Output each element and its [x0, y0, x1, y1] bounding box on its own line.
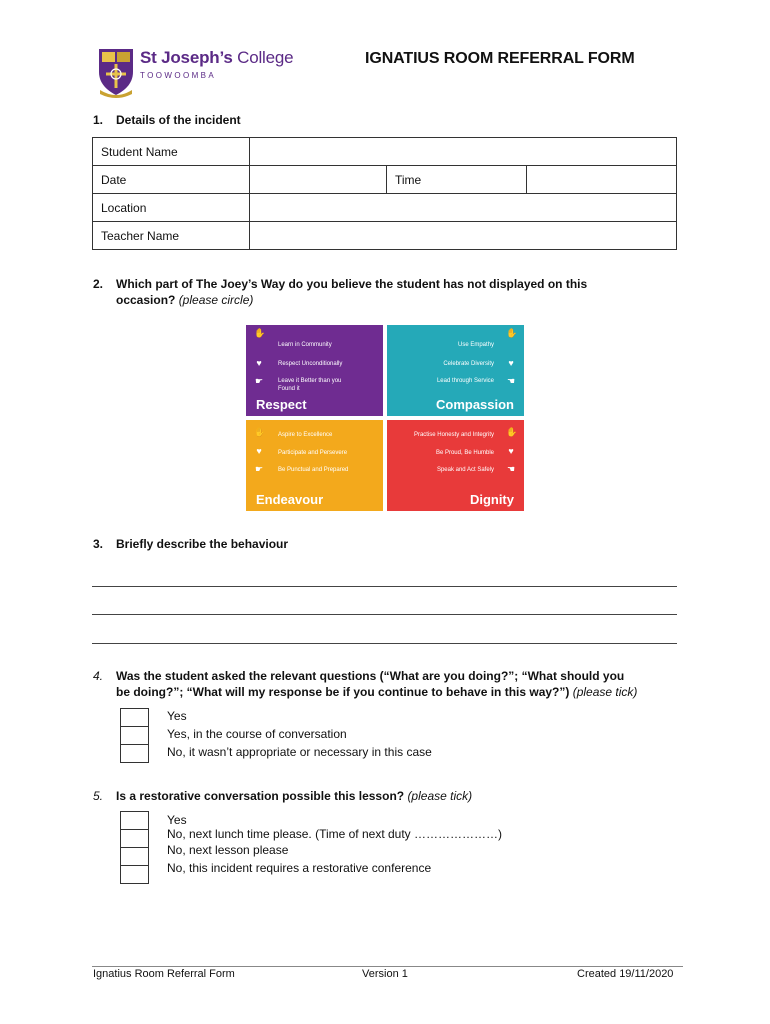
college-city: TOOWOOMBA	[140, 71, 217, 80]
option-label: Yes	[167, 813, 187, 827]
tick-box-restorative-conference[interactable]	[120, 865, 149, 884]
helping-hand-icon: ☛	[254, 464, 264, 474]
tick-box-yes[interactable]	[120, 708, 149, 727]
dignity-label: Dignity	[469, 492, 514, 507]
option-label: No, next lunch time please. (Time of next duty …………………)	[167, 827, 502, 841]
behaviour-line-3[interactable]	[92, 643, 677, 644]
location-field[interactable]	[250, 194, 677, 222]
date-label: Date	[93, 166, 250, 194]
heart-icon: ♥	[508, 446, 514, 456]
helping-hand-icon: ☚	[506, 464, 516, 474]
option-label: Yes, in the course of conversation	[167, 727, 347, 741]
heart-icon: ♥	[508, 358, 514, 368]
tick-box-yes-conversation[interactable]	[120, 726, 149, 745]
tick-box-yes[interactable]	[120, 811, 149, 830]
hand-icon: ✋	[254, 427, 266, 437]
location-label: Location	[93, 194, 250, 222]
footer-form-name: Ignatius Room Referral Form	[93, 968, 235, 980]
option-label: No, next lesson please	[167, 843, 289, 857]
heart-icon: ♥	[256, 358, 262, 368]
option-label: No, this incident requires a restorative conference	[167, 861, 432, 875]
endeavour-quadrant[interactable]: ✋ Aspire to Excellence ♥ Participate and Persevere ☛ Be Punctual and Prepared Endeavour	[246, 420, 383, 511]
section-5-tick-boxes	[120, 811, 148, 883]
time-label: Time	[387, 166, 527, 194]
date-field[interactable]	[250, 166, 387, 194]
teacher-name-field[interactable]	[250, 222, 677, 250]
hand-icon: ✋	[254, 328, 266, 338]
teacher-name-label: Teacher Name	[93, 222, 250, 250]
footer-divider	[92, 966, 683, 967]
college-crest-icon	[96, 46, 136, 98]
endeavour-label: Endeavour	[256, 492, 324, 507]
section-4-tick-boxes	[120, 708, 148, 762]
footer-version: Version 1	[362, 968, 408, 980]
time-field[interactable]	[527, 166, 677, 194]
respect-label: Respect	[256, 397, 307, 412]
tick-box-no-not-appropriate[interactable]	[120, 744, 149, 763]
incident-details-table	[92, 137, 677, 250]
tick-box-next-lesson[interactable]	[120, 847, 149, 866]
option-label: Yes	[167, 709, 187, 723]
college-logo	[96, 46, 296, 98]
dignity-quadrant[interactable]: ✋ Practise Honesty and Integrity ♥ Be Proud, Be Humble ☚ Speak and Act Safely Dignity	[387, 420, 524, 511]
helping-hand-icon: ☛	[254, 376, 264, 386]
student-name-field[interactable]	[250, 138, 677, 166]
compassion-quadrant[interactable]: ✋ Use Empathy ♥ Celebrate Diversity ☚ Lead through Service Compassion	[387, 325, 524, 416]
college-name: St Joseph’s College	[140, 48, 294, 67]
heart-icon: ♥	[256, 446, 262, 456]
hand-icon: ✋	[506, 427, 518, 437]
tick-box-next-lunch[interactable]	[120, 829, 149, 848]
helping-hand-icon: ☚	[506, 376, 516, 386]
option-label: No, it wasn’t appropriate or necessary in this case	[167, 745, 432, 759]
form-title: IGNATIUS ROOM REFERRAL FORM	[365, 50, 635, 67]
joeys-way-graphic	[246, 325, 524, 511]
student-name-label: Student Name	[93, 138, 250, 166]
footer-created-date: Created 19/11/2020	[577, 968, 674, 980]
behaviour-line-2[interactable]	[92, 614, 677, 615]
hand-icon: ✋	[506, 328, 518, 338]
compassion-label: Compassion	[435, 397, 514, 412]
respect-quadrant[interactable]: ✋ Learn in Community ♥ Respect Unconditionally ☛ Leave it Better than you Found it Respect	[246, 325, 383, 416]
behaviour-line-1[interactable]	[92, 586, 677, 587]
